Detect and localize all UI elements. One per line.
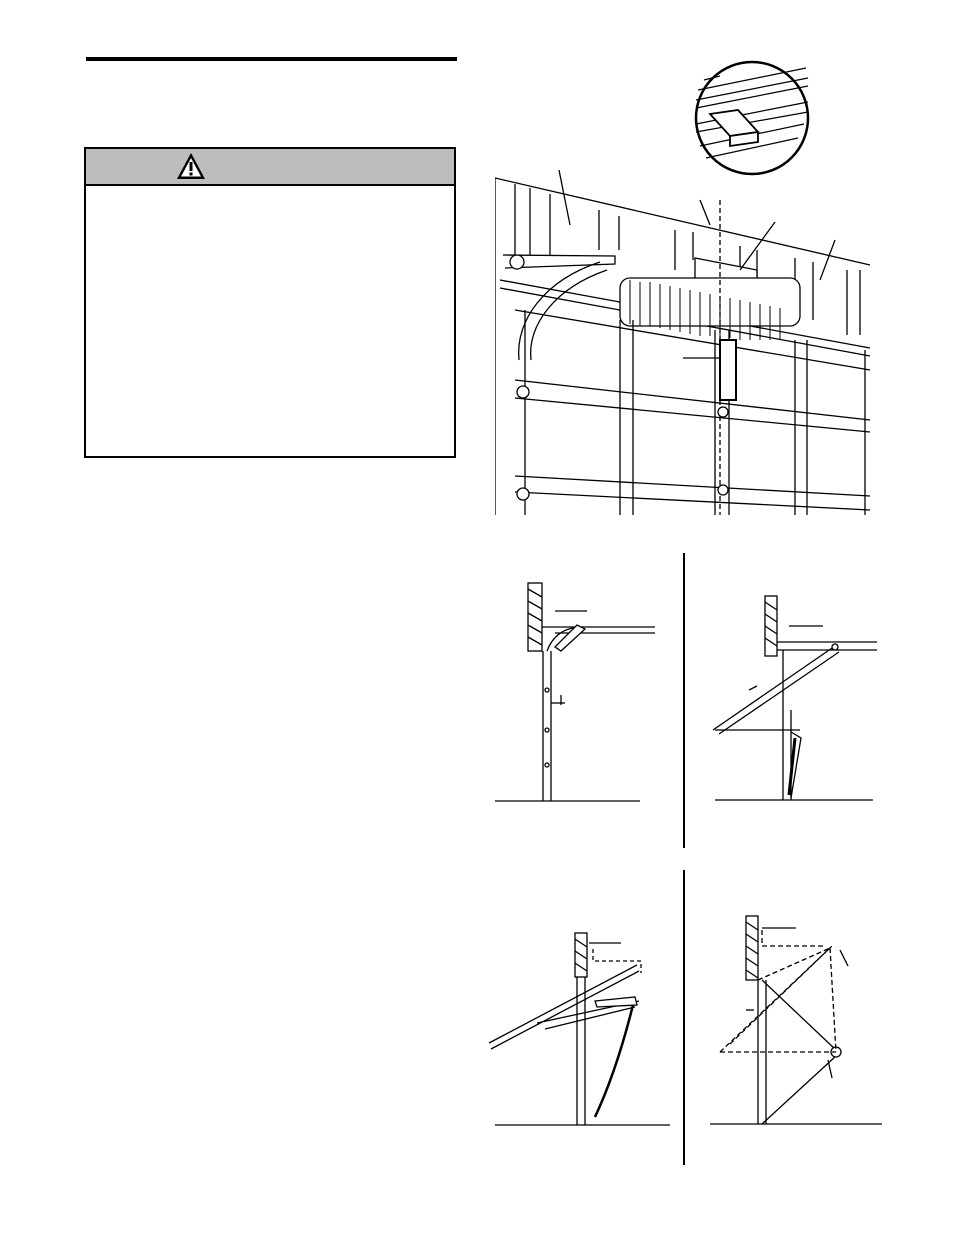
one-piece-door-without-track-pivot-hardware bbox=[710, 910, 885, 1130]
one-piece-door-with-track bbox=[705, 590, 880, 805]
warning-triangle-icon bbox=[176, 152, 206, 180]
figure-divider-bottom bbox=[683, 870, 685, 1165]
garage-door-header-illustration bbox=[495, 170, 875, 515]
warning-header-bar bbox=[86, 149, 454, 186]
header-detail-circle-illustration bbox=[680, 60, 830, 180]
warning-box bbox=[84, 147, 456, 458]
top-section-rule bbox=[86, 57, 457, 61]
sectional-door-with-curved-track bbox=[495, 575, 665, 805]
figure-divider-top bbox=[683, 553, 685, 848]
one-piece-door-without-track-jamb-hardware bbox=[485, 925, 675, 1130]
